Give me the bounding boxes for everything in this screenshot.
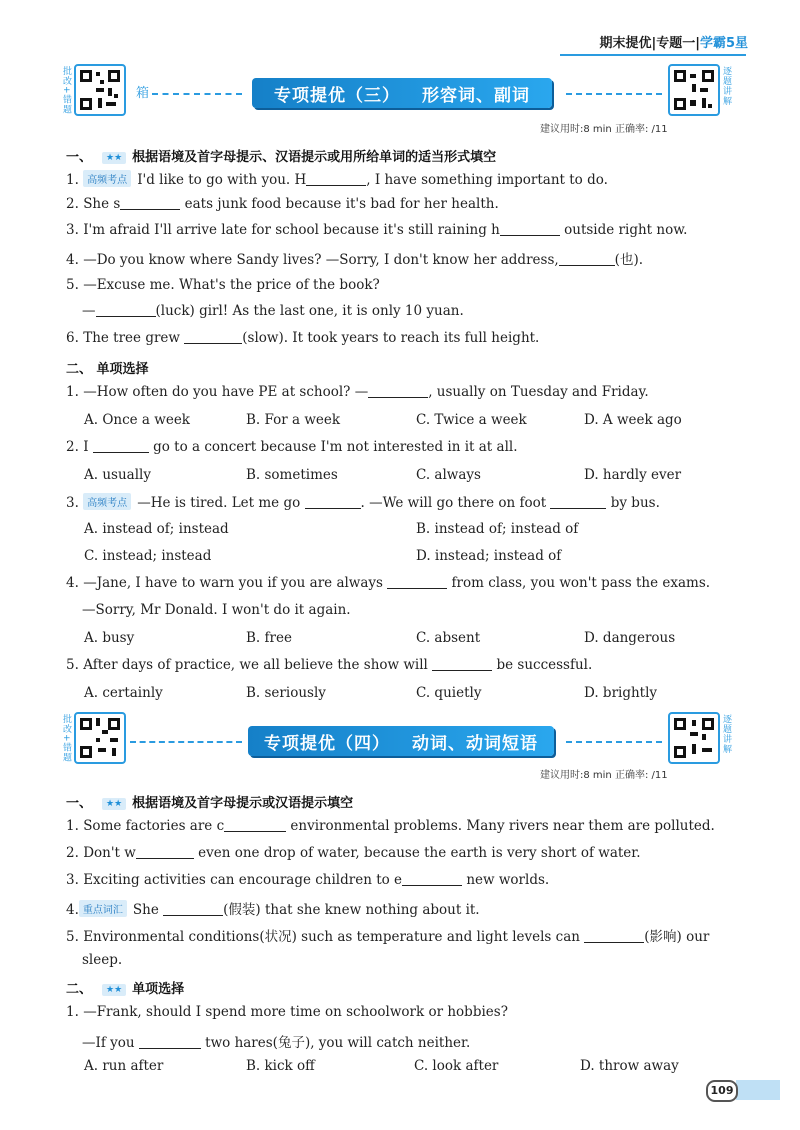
item-number: 3. [66,495,79,511]
part-number: 二、 [66,362,93,377]
item-number: 2. [66,196,79,212]
option-b[interactable]: B. For a week [246,412,341,428]
option-d[interactable]: D. dangerous [584,630,676,646]
list-item [82,303,464,319]
section3-part2-heading [66,358,149,377]
question-stem [66,384,649,400]
list-item [66,872,549,888]
option-b[interactable]: B. instead of; instead of [416,521,579,537]
banner-dash-right [566,741,662,743]
banner-dash-left [130,741,242,743]
difficulty-star-icon: ★★ [102,984,126,996]
answer-blank[interactable] [402,873,462,886]
item-text: new worlds. [462,872,550,888]
item-text: She s [83,196,121,212]
side-tag-left: 批改+错题 [61,66,71,115]
item-number: 1. [66,384,79,400]
list-item [66,196,499,212]
item-text: eats junk food because it's bad for her health. [180,196,499,212]
item-text: from class, you won't pass the exams. [447,575,711,591]
part-heading: 单项选择 [132,982,185,997]
question-stem [66,657,592,673]
item-text: go to a concert because I'm not interested in it at all. [148,439,518,455]
option-c[interactable]: C. absent [416,630,481,646]
item-number: 5. [66,277,79,293]
question-stem [66,493,660,511]
question-stem [66,1004,508,1020]
item-text: (luck) girl! As the last one, it is only 10 yuan. [155,303,464,319]
option-d[interactable]: D. throw away [580,1058,679,1074]
answer-blank[interactable] [120,197,180,210]
item-text: be successful. [492,657,593,673]
option-c[interactable]: C. look after [414,1058,499,1074]
page-number: 109 [706,1080,738,1102]
item-number: 3. [66,872,79,888]
option-c[interactable]: C. instead; instead [84,548,212,564]
option-c[interactable]: C. quietly [416,685,482,701]
section4-banner [248,726,554,756]
item-text: (也). [614,252,643,268]
item-text: I'm afraid I'll arrive late for school because it's still raining h [83,222,500,238]
question-stem [66,575,710,591]
option-b[interactable]: B. kick off [246,1058,315,1074]
header-brand: 学霸5星 [699,36,748,51]
option-a[interactable]: A. run after [84,1058,164,1074]
section4-subtitle: 动词、动词短语 [412,733,538,754]
list-item [66,925,709,945]
side-tag-left: 批改+错题 [61,714,71,763]
question-stem: —Sorry, Mr Donald. I won't do it again. [82,602,351,618]
section4-title: 专项提优（四） [264,733,390,754]
qr-code-icon[interactable] [74,64,126,116]
item-text: —He is tired. Let me go [137,495,305,511]
answer-blank[interactable] [559,253,615,266]
option-b[interactable]: B. sometimes [246,467,338,483]
item-text: outside right now. [559,222,688,238]
item-number: 6. [66,330,79,346]
answer-blank[interactable] [387,576,447,589]
answer-blank[interactable] [306,173,366,186]
item-text: The tree grew [83,330,185,346]
list-item [66,277,380,293]
difficulty-star-icon: ★★ [102,798,126,810]
item-number: 1. [66,1004,79,1020]
item-text: —Do you know where Sandy lives? —Sorry, I don't know her address, [83,252,559,268]
option-b[interactable]: B. free [246,630,292,646]
item-text: , usually on Tuesday and Friday. [428,384,649,400]
page-corner-bar [736,1080,780,1100]
item-text: Exciting activities can encourage children to e [83,872,403,888]
answer-blank[interactable] [368,385,428,398]
section3-meta: 建议用时:8 min 正确率: /11 [540,124,668,135]
item-number: 3. [66,222,79,238]
option-a[interactable]: A. busy [84,630,135,646]
answer-blank[interactable] [305,496,361,509]
answer-blank[interactable] [432,658,492,671]
header-rule [560,54,746,56]
list-item [66,898,480,918]
item-number: 1. [66,172,79,188]
list-item [66,818,715,834]
list-item [66,248,643,268]
banner-dash-left [152,93,242,95]
item-number: 2. [66,845,79,861]
part-number: 一、 [66,796,93,811]
section3-banner [252,78,552,108]
item-text: She [132,902,164,918]
banner-dash-right [566,93,662,95]
item-text: environmental problems. Many rivers near them are polluted. [286,818,715,834]
item-number: 4. [66,575,79,591]
item-text: — [82,303,96,319]
item-number: 1. [66,818,79,834]
option-c[interactable]: C. Twice a week [416,412,527,428]
item-number: 5. [66,657,79,673]
qr-code-icon[interactable] [668,64,720,116]
option-c[interactable]: C. always [416,467,481,483]
item-text: (影响) our [644,929,710,945]
section3-subtitle: 形容词、副词 [422,85,530,106]
box-char: 箱 [136,86,150,101]
answer-blank[interactable] [136,846,194,859]
part-number: 二、 [66,982,93,997]
header-crumb: 期末提优|专题一| [599,36,700,51]
option-a[interactable]: A. usually [84,467,151,483]
part-number: 一、 [66,150,93,165]
option-b[interactable]: B. seriously [246,685,326,701]
item-number: 4. [66,252,79,268]
option-a[interactable]: A. instead of; instead [84,521,229,537]
list-item [66,170,608,188]
item-text: Some factories are c [83,818,225,834]
answer-blank[interactable] [163,903,223,916]
key-point-badge: 高频考点 [83,170,131,187]
section4-meta: 建议用时:8 min 正确率: /11 [540,770,668,781]
side-tag-right: 逐题讲解 [721,66,731,106]
option-a[interactable]: A. Once a week [84,412,190,428]
item-text: After days of practice, we all believe the show will [83,657,433,673]
item-text: even one drop of water, because the earth is very short of water. [193,845,641,861]
item-text: . —We will go there on foot [360,495,551,511]
difficulty-star-icon: ★★ [102,152,126,164]
answer-blank[interactable] [96,304,156,317]
option-a[interactable]: A. certainly [84,685,163,701]
question-stem [82,1031,470,1051]
section4-part1-heading [66,792,353,811]
item-text: I'd like to go with you. H [137,172,307,188]
answer-blank[interactable] [224,819,286,832]
section4-part2-heading [66,978,184,997]
option-d[interactable]: D. hardly ever [584,467,682,483]
qr-code-icon[interactable] [668,712,720,764]
item-text: —Frank, should I spend more time on schoolwork or hobbies? [83,1004,508,1020]
item-text: —Jane, I have to warn you if you are always [83,575,388,591]
part-heading: 单项选择 [96,362,149,377]
part-heading: 根据语境及首字母提示、汉语提示或用所给单词的适当形式填空 [132,150,497,165]
item-text: (slow). It took years to reach its full height. [242,330,540,346]
qr-code-icon[interactable] [74,712,126,764]
side-tag-right: 逐题讲解 [721,714,731,754]
option-d[interactable]: D. brightly [584,685,658,701]
item-text: Don't w [83,845,136,861]
answer-blank[interactable] [500,223,560,236]
option-d[interactable]: D. A week ago [584,412,682,428]
item-text: by bus. [606,495,660,511]
item-text: —If you [82,1035,139,1051]
list-item [66,845,641,861]
page-header [599,32,748,51]
option-d[interactable]: D. instead; instead of [416,548,562,564]
item-text: —Excuse me. What's the price of the book? [83,277,380,293]
list-item [66,222,687,238]
item-number: 2. [66,439,79,455]
section3-part1-heading [66,146,496,165]
list-item [66,330,539,346]
item-number: 4. [66,902,79,918]
item-text: Environmental conditions(状况) such as temperature and light levels can [83,929,585,945]
answer-blank[interactable] [139,1036,201,1049]
item-text: two hares(兔子), you will catch neither. [200,1035,471,1051]
list-item: sleep. [82,952,123,968]
section3-title: 专项提优（三） [274,85,400,106]
item-text: (假装) that she knew nothing about it. [223,902,480,918]
item-text: —How often do you have PE at school? — [83,384,369,400]
part-heading: 根据语境及首字母提示或汉语提示填空 [132,796,354,811]
answer-blank[interactable] [550,496,606,509]
key-point-badge: 重点词汇 [79,900,127,917]
item-text: I [83,439,93,455]
answer-blank[interactable] [584,930,644,943]
question-stem [66,439,518,455]
answer-blank[interactable] [184,331,242,344]
item-text: , I have something important to do. [366,172,608,188]
item-number: 5. [66,929,79,945]
answer-blank[interactable] [93,440,149,453]
key-point-badge: 高频考点 [83,493,131,510]
